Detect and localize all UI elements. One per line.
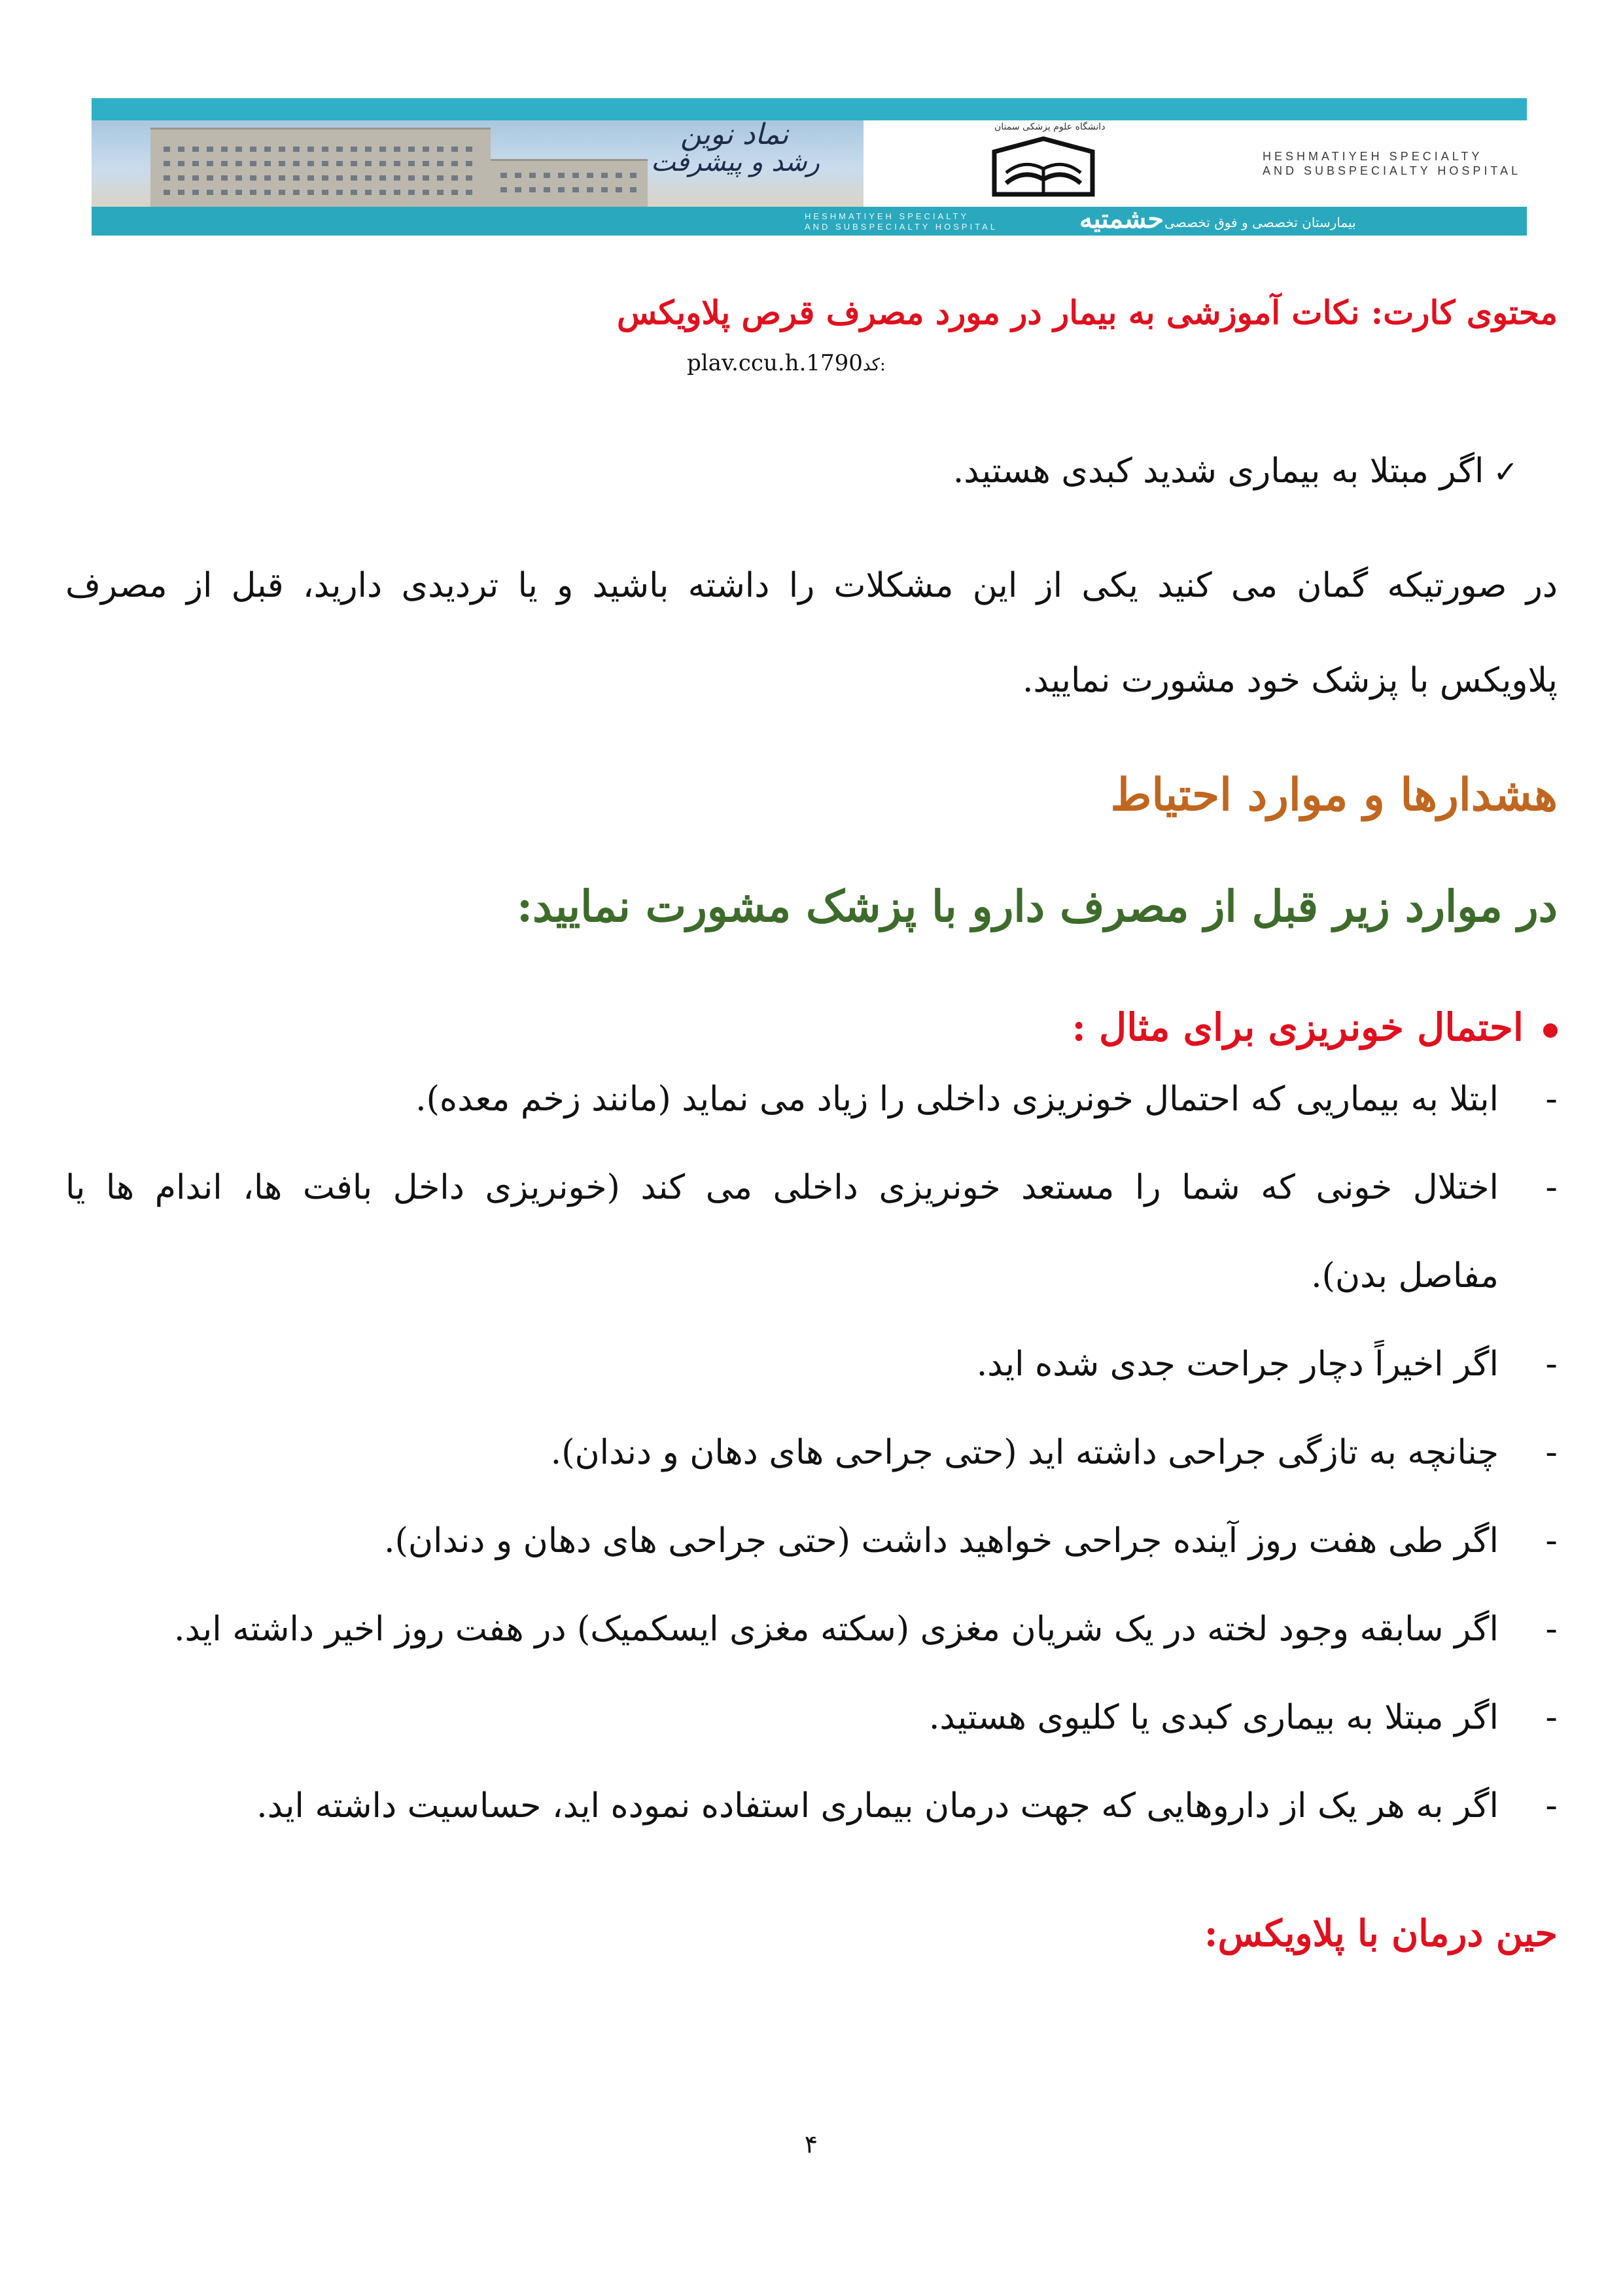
header-banner: [92, 98, 1527, 236]
bleeding-heading-text: احتمال خونریزی برای مثال :: [1072, 1005, 1524, 1050]
card-code-value: plav.ccu.h.1790: [687, 350, 863, 376]
hospital-subtitle: بیمارستان تخصصی و فوق تخصصی: [1164, 215, 1356, 230]
list-dash: -: [1545, 1698, 1558, 1737]
hospital-english-name: [1263, 149, 1521, 178]
strip-english-line1: HESHMATIYEH SPECIALTY: [805, 211, 969, 221]
list-dash: -: [1545, 1433, 1558, 1472]
list-item: اگر اخیراً دچار جراحت جدی شده اید.: [976, 1345, 1499, 1384]
list-dash: -: [1545, 1168, 1558, 1207]
list-item: اگر سابقه وجود لخته در یک شریان مغزی (سکته مغزی ایسکمیک) در هفت روز اخیر داشته اید.: [173, 1610, 1499, 1649]
page-number: ۴: [804, 2130, 818, 2159]
list-dash: -: [1545, 1521, 1558, 1561]
list-item: چنانچه به تازگی جراحی داشته اید (حتی جراحی های دهان و دندان).: [550, 1433, 1499, 1472]
list-dash: -: [1545, 1786, 1558, 1826]
list-item: اگر به هر یک از داروهایی که جهت درمان بیماری استفاده نموده اید، حساسیت داشته اید.: [256, 1786, 1499, 1826]
list-item-continuation: مفاصل بدن).: [1311, 1256, 1499, 1296]
university-logo-icon: [988, 132, 1099, 204]
bullet-icon: [1543, 1023, 1558, 1038]
list-item: اگر مبتلا به بیماری کبدی یا کلیوی هستید.: [928, 1698, 1499, 1737]
consult-heading: در موارد زیر قبل از مصرف دارو با پزشک مشورت نمایید:: [516, 881, 1558, 932]
during-treatment-heading: حین درمان با پلاویکس:: [1204, 1912, 1558, 1955]
banner-top-strip: [92, 98, 1527, 120]
hospital-building-wing: [491, 159, 648, 207]
hospital-brand-name: حشمتیه: [1079, 203, 1164, 234]
university-name: دانشگاه علوم پزشکی سمنان: [994, 122, 1106, 132]
checkmark-icon: ✓: [1493, 454, 1518, 489]
list-item: ابتلا به بیماریی که احتمال خونریزی داخلی را زیاد می نماید (مانند زخم معده).: [415, 1080, 1499, 1119]
hospital-english-name-line1: HESHMATIYEH SPECIALTY: [1263, 150, 1483, 163]
list-item: اگر طی هفت روز آینده جراحی خواهید داشت (حتی جراحی های دهان و دندان).: [384, 1521, 1499, 1561]
card-code: [687, 350, 886, 376]
bleeding-heading: [1072, 998, 1558, 1057]
strip-english-name: [805, 211, 998, 232]
list-item: اختلال خونی که شما را مستعد خونریزی داخلی می کند (خونریزی داخل بافت ها، اندام ها یا: [65, 1168, 1499, 1207]
banner-slogan-line1: نماد نوین: [680, 118, 789, 151]
banner-slogan-line2: رشد و پیشرفت: [651, 147, 820, 177]
paragraph-line1: در صورتیکه گمان می کنید یکی از این مشکلات را داشته باشید و یا تردیدی دارید، قبل از مصرف: [65, 566, 1558, 605]
check-list-item: [953, 445, 1518, 498]
strip-english-line2: AND SUBSPECIALTY HOSPITAL: [805, 222, 998, 232]
hospital-english-name-line2: AND SUBSPECIALTY HOSPITAL: [1263, 164, 1522, 177]
list-dash: -: [1545, 1080, 1558, 1119]
warnings-heading: هشدارها و موارد احتیاط: [1110, 769, 1558, 821]
paragraph-line2: پلاویکس با پزشک خود مشورت نمایید.: [1022, 661, 1558, 700]
check-item-text: اگر مبتلا به بیماری شدید کبدی هستید.: [952, 451, 1484, 491]
list-dash: -: [1545, 1345, 1558, 1384]
list-dash: -: [1545, 1610, 1558, 1649]
card-code-label: کد:: [862, 355, 886, 375]
card-title: محتوی کارت: نکات آموزشی به بیمار در مورد مصرف قرص پلاویکس: [616, 293, 1558, 332]
